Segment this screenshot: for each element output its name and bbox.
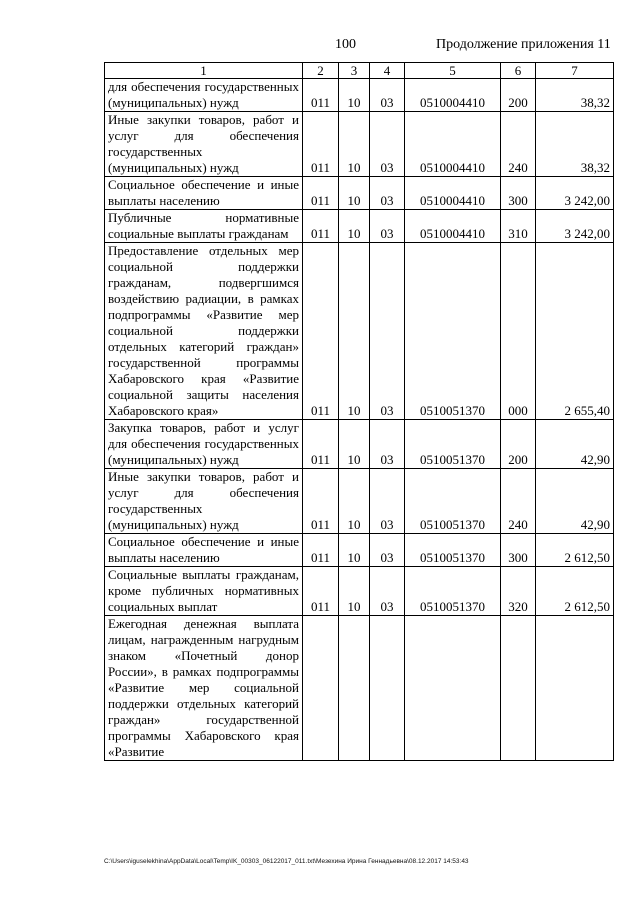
- cell-expense-type: 200: [501, 79, 536, 112]
- cell-section: 10: [339, 469, 370, 534]
- row-name: Иные закупки товаров, работ и услуг для обеспечения государственных (муниципальных) нужд: [105, 112, 303, 177]
- cell-subsection: 03: [370, 469, 405, 534]
- cell-amount: [536, 616, 614, 761]
- column-header: 2: [303, 63, 339, 79]
- cell-ministry-code: 011: [303, 177, 339, 210]
- table-row: [105, 112, 614, 177]
- cell-expense-type: 300: [501, 177, 536, 210]
- cell-subsection: 03: [370, 112, 405, 177]
- row-name: Предоставление отдельных мер социальной поддержки гражданам, подвергшимся воздействию радиации, в рамках подпрограммы «Развитие мер социальной поддержки отдельных категорий граждан» государственной программы Хабаровского края «Развитие социальной защиты населения Хабаровского края»: [105, 243, 303, 420]
- cell-ministry-code: 011: [303, 420, 339, 469]
- cell-target-article: 0510051370: [405, 243, 501, 420]
- page-number: 100: [335, 37, 356, 52]
- cell-subsection: 03: [370, 79, 405, 112]
- cell-expense-type: [501, 616, 536, 761]
- cell-subsection: [370, 616, 405, 761]
- cell-expense-type: 240: [501, 112, 536, 177]
- cell-section: 10: [339, 112, 370, 177]
- table-row: [105, 177, 614, 210]
- cell-section: 10: [339, 210, 370, 243]
- cell-amount: 38,32: [536, 112, 614, 177]
- cell-expense-type: 300: [501, 534, 536, 567]
- cell-target-article: [405, 616, 501, 761]
- cell-section: 10: [339, 534, 370, 567]
- cell-section: [339, 616, 370, 761]
- cell-target-article: 0510004410: [405, 112, 501, 177]
- cell-amount: 2 612,50: [536, 567, 614, 616]
- cell-target-article: 0510051370: [405, 567, 501, 616]
- cell-expense-type: 240: [501, 469, 536, 534]
- row-name: для обеспечения государственных (муниципальных) нужд: [105, 79, 303, 112]
- file-path-footer: C:\Users\iguselekhina\AppData\Local\Temp\IK_00303_06122017_011.txt\Мезехина Ирина Геннадьевна\08.12.2017 14:53:43: [104, 858, 469, 865]
- cell-section: 10: [339, 420, 370, 469]
- row-name: Иные закупки товаров, работ и услуг для обеспечения государственных (муниципальных) нужд: [105, 469, 303, 534]
- cell-ministry-code: 011: [303, 112, 339, 177]
- cell-ministry-code: 011: [303, 567, 339, 616]
- cell-expense-type: 200: [501, 420, 536, 469]
- cell-ministry-code: 011: [303, 534, 339, 567]
- row-name: Социальные выплаты гражданам, кроме публичных нормативных социальных выплат: [105, 567, 303, 616]
- cell-subsection: 03: [370, 177, 405, 210]
- row-name: Закупка товаров, работ и услуг для обеспечения государственных (муниципальных) нужд: [105, 420, 303, 469]
- cell-subsection: 03: [370, 567, 405, 616]
- table-row: [105, 567, 614, 616]
- cell-amount: 42,90: [536, 469, 614, 534]
- cell-target-article: 0510051370: [405, 469, 501, 534]
- column-header: 5: [405, 63, 501, 79]
- cell-ministry-code: 011: [303, 210, 339, 243]
- column-number-row: [105, 63, 614, 79]
- table-row: [105, 534, 614, 567]
- cell-amount: 2 655,40: [536, 243, 614, 420]
- cell-ministry-code: 011: [303, 469, 339, 534]
- column-header: 3: [339, 63, 370, 79]
- cell-section: 10: [339, 567, 370, 616]
- cell-expense-type: 310: [501, 210, 536, 243]
- cell-target-article: 0510051370: [405, 420, 501, 469]
- cell-ministry-code: 011: [303, 79, 339, 112]
- cell-amount: 3 242,00: [536, 210, 614, 243]
- cell-section: 10: [339, 243, 370, 420]
- cell-subsection: 03: [370, 243, 405, 420]
- column-header: 4: [370, 63, 405, 79]
- column-header: 7: [536, 63, 614, 79]
- row-name: Публичные нормативные социальные выплаты гражданам: [105, 210, 303, 243]
- cell-expense-type: 000: [501, 243, 536, 420]
- cell-amount: 42,90: [536, 420, 614, 469]
- budget-table: [104, 62, 614, 761]
- cell-target-article: 0510004410: [405, 210, 501, 243]
- cell-section: 10: [339, 79, 370, 112]
- cell-ministry-code: [303, 616, 339, 761]
- cell-subsection: 03: [370, 534, 405, 567]
- appendix-continuation-label: Продолжение приложения 11: [436, 37, 611, 52]
- row-name: Социальное обеспечение и иные выплаты населению: [105, 177, 303, 210]
- cell-subsection: 03: [370, 210, 405, 243]
- cell-amount: 3 242,00: [536, 177, 614, 210]
- table-row: [105, 210, 614, 243]
- cell-amount: 38,32: [536, 79, 614, 112]
- column-header: 1: [105, 63, 303, 79]
- table-row: [105, 616, 614, 761]
- cell-target-article: 0510004410: [405, 177, 501, 210]
- cell-subsection: 03: [370, 420, 405, 469]
- table-row: [105, 243, 614, 420]
- cell-section: 10: [339, 177, 370, 210]
- column-header: 6: [501, 63, 536, 79]
- cell-target-article: 0510051370: [405, 534, 501, 567]
- row-name: Социальное обеспечение и иные выплаты населению: [105, 534, 303, 567]
- row-name: Ежегодная денежная выплата лицам, награжденным нагрудным знаком «Почетный донор России», в рамках подпрограммы «Развитие мер социальной поддержки отдельных категорий граждан» государственной программы Хабаровского края «Развитие: [105, 616, 303, 761]
- table-row: [105, 79, 614, 112]
- cell-expense-type: 320: [501, 567, 536, 616]
- cell-target-article: 0510004410: [405, 79, 501, 112]
- cell-ministry-code: 011: [303, 243, 339, 420]
- table-row: [105, 469, 614, 534]
- table-row: [105, 420, 614, 469]
- cell-amount: 2 612,50: [536, 534, 614, 567]
